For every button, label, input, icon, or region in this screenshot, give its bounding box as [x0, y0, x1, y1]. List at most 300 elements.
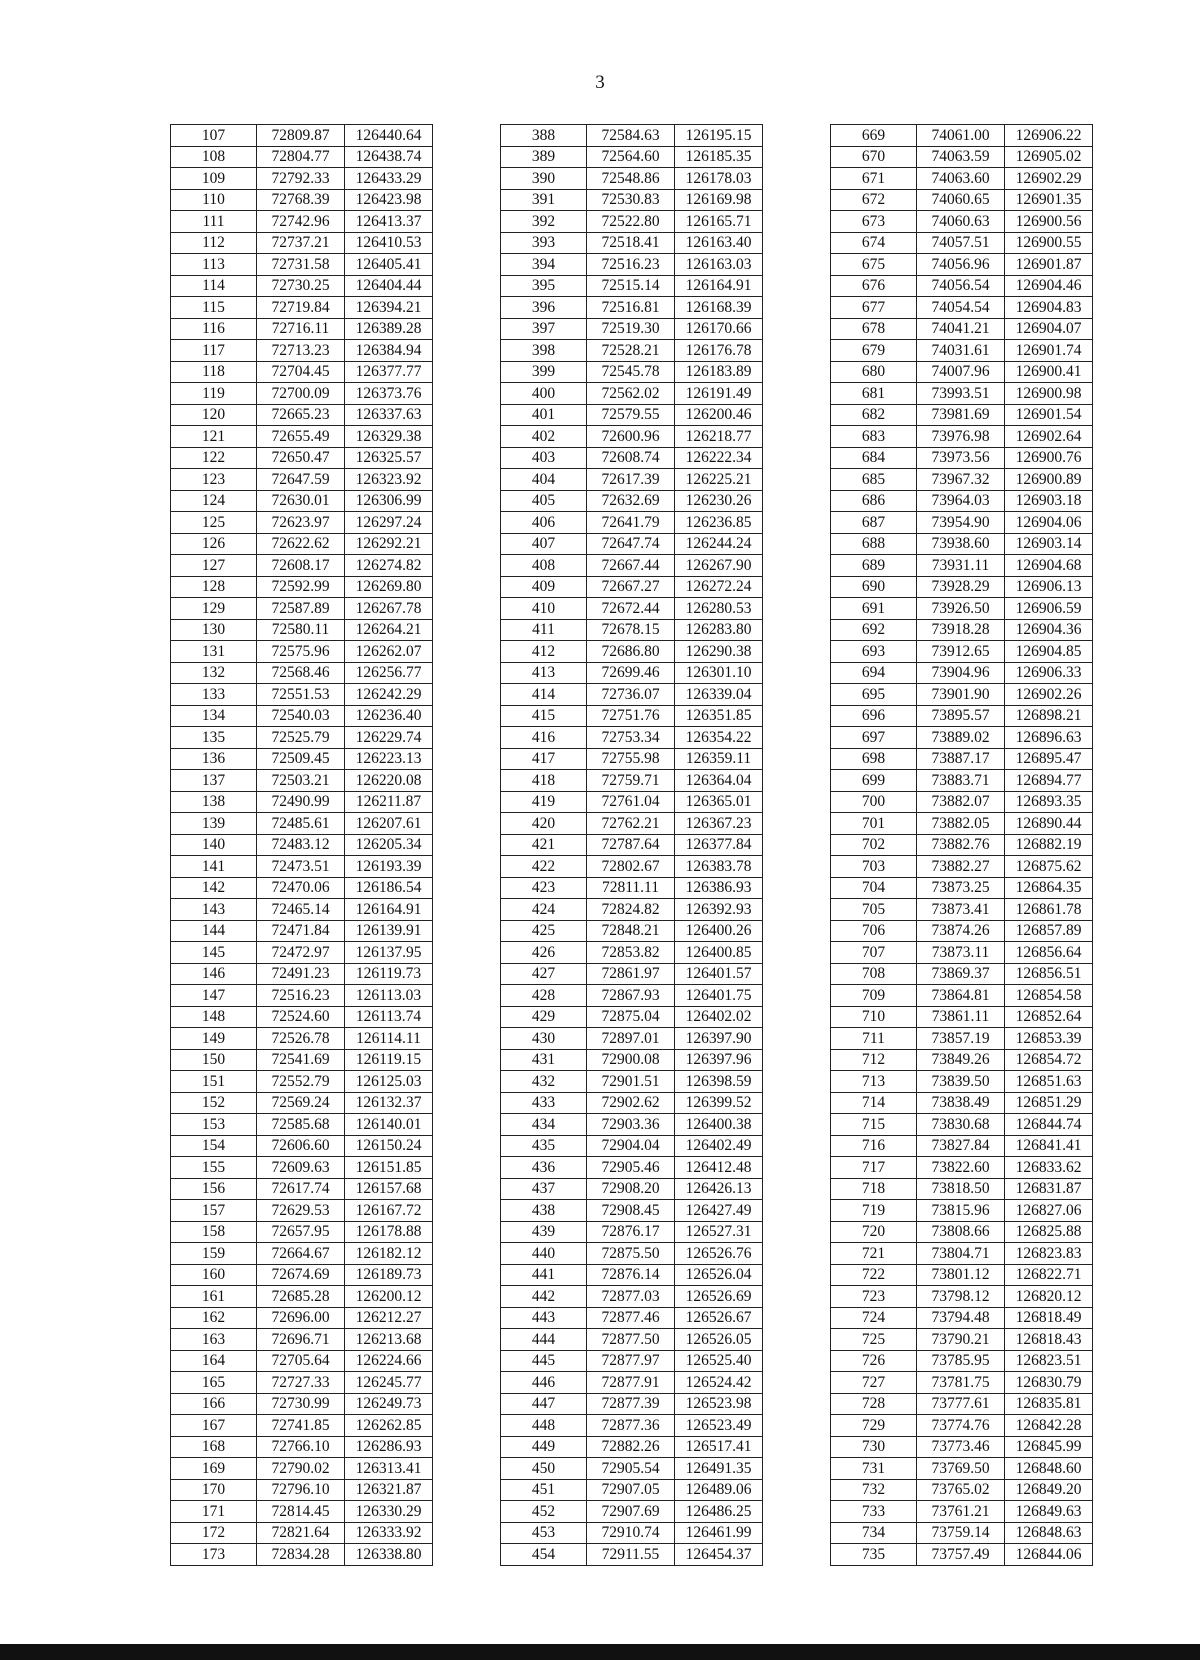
y-coordinate-cell: 126904.83: [1005, 297, 1093, 319]
point-number-cell: 119: [171, 383, 257, 405]
table-row: [501, 1329, 763, 1351]
point-number-cell: 162: [171, 1307, 257, 1329]
y-coordinate-cell: 126906.59: [1005, 598, 1093, 620]
point-number-cell: 173: [171, 1544, 257, 1566]
x-coordinate-cell: 72664.67: [257, 1243, 345, 1265]
point-number-cell: 397: [501, 318, 587, 340]
x-coordinate-cell: 72632.69: [587, 490, 675, 512]
y-coordinate-cell: 126176.78: [675, 340, 763, 362]
x-coordinate-cell: 73882.05: [917, 813, 1005, 835]
x-coordinate-cell: 73790.21: [917, 1329, 1005, 1351]
table-row: [501, 1286, 763, 1308]
y-coordinate-cell: 126245.77: [345, 1372, 433, 1394]
y-coordinate-cell: 126325.57: [345, 447, 433, 469]
point-number-cell: 674: [831, 232, 917, 254]
point-number-cell: 415: [501, 705, 587, 727]
point-number-cell: 172: [171, 1522, 257, 1544]
point-number-cell: 114: [171, 275, 257, 297]
table-row: [171, 318, 433, 340]
table-row: [171, 1415, 433, 1437]
table-row: [831, 1436, 1093, 1458]
point-number-cell: 418: [501, 770, 587, 792]
point-number-cell: 450: [501, 1458, 587, 1480]
point-number-cell: 434: [501, 1114, 587, 1136]
table-row: [501, 727, 763, 749]
y-coordinate-cell: 126125.03: [345, 1071, 433, 1093]
table-row: [501, 598, 763, 620]
table-row: [501, 1264, 763, 1286]
y-coordinate-cell: 126236.40: [345, 705, 433, 727]
table-row: [501, 1114, 763, 1136]
point-number-cell: 443: [501, 1307, 587, 1329]
x-coordinate-cell: 72904.04: [587, 1135, 675, 1157]
table-row: [501, 533, 763, 555]
y-coordinate-cell: 126140.01: [345, 1114, 433, 1136]
table-row: [501, 1307, 763, 1329]
table-row: [171, 1200, 433, 1222]
y-coordinate-cell: 126193.39: [345, 856, 433, 878]
table-row: [171, 705, 433, 727]
table-row: [171, 383, 433, 405]
x-coordinate-cell: 73981.69: [917, 404, 1005, 426]
point-number-cell: 427: [501, 963, 587, 985]
table-row: [831, 856, 1093, 878]
point-number-cell: 412: [501, 641, 587, 663]
x-coordinate-cell: 72575.96: [257, 641, 345, 663]
table-row: [831, 834, 1093, 856]
table-row: [501, 791, 763, 813]
table-row: [501, 1479, 763, 1501]
table-row: [501, 469, 763, 491]
point-number-cell: 730: [831, 1436, 917, 1458]
x-coordinate-cell: 72908.45: [587, 1200, 675, 1222]
x-coordinate-cell: 73773.46: [917, 1436, 1005, 1458]
point-number-cell: 171: [171, 1501, 257, 1523]
point-number-cell: 123: [171, 469, 257, 491]
table-row: [171, 813, 433, 835]
point-number-cell: 416: [501, 727, 587, 749]
x-coordinate-cell: 74031.61: [917, 340, 1005, 362]
point-number-cell: 727: [831, 1372, 917, 1394]
x-coordinate-cell: 73873.41: [917, 899, 1005, 921]
x-coordinate-cell: 72522.80: [587, 211, 675, 233]
y-coordinate-cell: 126900.56: [1005, 211, 1093, 233]
y-coordinate-cell: 126394.21: [345, 297, 433, 319]
y-coordinate-cell: 126178.03: [675, 168, 763, 190]
x-coordinate-cell: 73954.90: [917, 512, 1005, 534]
point-number-cell: 689: [831, 555, 917, 577]
table-row: [831, 1393, 1093, 1415]
y-coordinate-cell: 126905.02: [1005, 146, 1093, 168]
x-coordinate-cell: 72848.21: [587, 920, 675, 942]
point-number-cell: 396: [501, 297, 587, 319]
table-row: [831, 146, 1093, 168]
y-coordinate-cell: 126903.14: [1005, 533, 1093, 555]
table-row: [831, 1522, 1093, 1544]
point-number-cell: 715: [831, 1114, 917, 1136]
x-coordinate-cell: 72650.47: [257, 447, 345, 469]
table-row: [831, 361, 1093, 383]
table-row: [831, 1200, 1093, 1222]
point-number-cell: 726: [831, 1350, 917, 1372]
y-coordinate-cell: 126384.94: [345, 340, 433, 362]
y-coordinate-cell: 126900.89: [1005, 469, 1093, 491]
point-number-cell: 670: [831, 146, 917, 168]
x-coordinate-cell: 72623.97: [257, 512, 345, 534]
table-row: [171, 942, 433, 964]
y-coordinate-cell: 126423.98: [345, 189, 433, 211]
y-coordinate-cell: 126170.66: [675, 318, 763, 340]
y-coordinate-cell: 126383.78: [675, 856, 763, 878]
point-number-cell: 136: [171, 748, 257, 770]
x-coordinate-cell: 74063.60: [917, 168, 1005, 190]
y-coordinate-cell: 126848.63: [1005, 1522, 1093, 1544]
x-coordinate-cell: 72524.60: [257, 1006, 345, 1028]
page-number: 3: [595, 72, 605, 93]
table-row: [501, 1071, 763, 1093]
point-number-cell: 678: [831, 318, 917, 340]
x-coordinate-cell: 73839.50: [917, 1071, 1005, 1093]
x-coordinate-cell: 72910.74: [587, 1522, 675, 1544]
x-coordinate-cell: 72465.14: [257, 899, 345, 921]
point-number-cell: 124: [171, 490, 257, 512]
y-coordinate-cell: 126224.66: [345, 1350, 433, 1372]
y-coordinate-cell: 126903.18: [1005, 490, 1093, 512]
y-coordinate-cell: 126844.06: [1005, 1544, 1093, 1566]
point-number-cell: 447: [501, 1393, 587, 1415]
table-row: [501, 297, 763, 319]
x-coordinate-cell: 72592.99: [257, 576, 345, 598]
point-number-cell: 428: [501, 985, 587, 1007]
point-number-cell: 709: [831, 985, 917, 1007]
x-coordinate-cell: 72902.62: [587, 1092, 675, 1114]
y-coordinate-cell: 126856.64: [1005, 942, 1093, 964]
y-coordinate-cell: 126373.76: [345, 383, 433, 405]
point-number-cell: 113: [171, 254, 257, 276]
point-number-cell: 719: [831, 1200, 917, 1222]
table-row: [171, 1092, 433, 1114]
x-coordinate-cell: 74056.96: [917, 254, 1005, 276]
x-coordinate-cell: 72802.67: [587, 856, 675, 878]
y-coordinate-cell: 126290.38: [675, 641, 763, 663]
table-row: [501, 1157, 763, 1179]
x-coordinate-cell: 72897.01: [587, 1028, 675, 1050]
y-coordinate-cell: 126830.79: [1005, 1372, 1093, 1394]
x-coordinate-cell: 72600.96: [587, 426, 675, 448]
point-number-cell: 109: [171, 168, 257, 190]
point-number-cell: 436: [501, 1157, 587, 1179]
x-coordinate-cell: 72759.71: [587, 770, 675, 792]
y-coordinate-cell: 126902.26: [1005, 684, 1093, 706]
table-row: [501, 1393, 763, 1415]
table-row: [831, 1221, 1093, 1243]
y-coordinate-cell: 126218.77: [675, 426, 763, 448]
point-number-cell: 390: [501, 168, 587, 190]
y-coordinate-cell: 126398.59: [675, 1071, 763, 1093]
point-number-cell: 169: [171, 1458, 257, 1480]
table-row: [171, 490, 433, 512]
x-coordinate-cell: 72719.84: [257, 297, 345, 319]
x-coordinate-cell: 74007.96: [917, 361, 1005, 383]
y-coordinate-cell: 126262.85: [345, 1415, 433, 1437]
point-number-cell: 725: [831, 1329, 917, 1351]
table-row: [501, 404, 763, 426]
x-coordinate-cell: 72491.23: [257, 963, 345, 985]
point-number-cell: 426: [501, 942, 587, 964]
point-number-cell: 734: [831, 1522, 917, 1544]
table-row: [171, 275, 433, 297]
table-row: [171, 1071, 433, 1093]
point-number-cell: 423: [501, 877, 587, 899]
scan-edge-bar: [0, 1644, 1200, 1660]
table-row: [501, 877, 763, 899]
table-row: [501, 1006, 763, 1028]
table-row: [501, 512, 763, 534]
y-coordinate-cell: 126461.99: [675, 1522, 763, 1544]
y-coordinate-cell: 126114.11: [345, 1028, 433, 1050]
x-coordinate-cell: 72667.27: [587, 576, 675, 598]
x-coordinate-cell: 73794.48: [917, 1307, 1005, 1329]
x-coordinate-cell: 72472.97: [257, 942, 345, 964]
x-coordinate-cell: 73918.28: [917, 619, 1005, 641]
x-coordinate-cell: 73765.02: [917, 1479, 1005, 1501]
x-coordinate-cell: 72696.71: [257, 1329, 345, 1351]
table-row: [831, 662, 1093, 684]
y-coordinate-cell: 126845.99: [1005, 1436, 1093, 1458]
table-row: [171, 1049, 433, 1071]
point-number-cell: 712: [831, 1049, 917, 1071]
x-coordinate-cell: 73785.95: [917, 1350, 1005, 1372]
x-coordinate-cell: 72804.77: [257, 146, 345, 168]
table-row: [501, 1221, 763, 1243]
point-number-cell: 157: [171, 1200, 257, 1222]
y-coordinate-cell: 126524.42: [675, 1372, 763, 1394]
point-number-cell: 446: [501, 1372, 587, 1394]
x-coordinate-cell: 74063.59: [917, 146, 1005, 168]
y-coordinate-cell: 126267.90: [675, 555, 763, 577]
table-row: [501, 684, 763, 706]
x-coordinate-cell: 72875.50: [587, 1243, 675, 1265]
x-coordinate-cell: 72741.85: [257, 1415, 345, 1437]
y-coordinate-cell: 126242.29: [345, 684, 433, 706]
x-coordinate-cell: 74054.54: [917, 297, 1005, 319]
table-row: [831, 447, 1093, 469]
point-number-cell: 151: [171, 1071, 257, 1093]
table-row: [171, 555, 433, 577]
point-number-cell: 714: [831, 1092, 917, 1114]
x-coordinate-cell: 73882.07: [917, 791, 1005, 813]
y-coordinate-cell: 126489.06: [675, 1479, 763, 1501]
point-number-cell: 170: [171, 1479, 257, 1501]
y-coordinate-cell: 126404.44: [345, 275, 433, 297]
x-coordinate-cell: 72685.28: [257, 1286, 345, 1308]
y-coordinate-cell: 126367.23: [675, 813, 763, 835]
table-row: [831, 641, 1093, 663]
point-number-cell: 161: [171, 1286, 257, 1308]
point-number-cell: 424: [501, 899, 587, 921]
table-row: [501, 662, 763, 684]
table-row: [831, 684, 1093, 706]
point-number-cell: 716: [831, 1135, 917, 1157]
x-coordinate-cell: 72877.97: [587, 1350, 675, 1372]
point-number-cell: 690: [831, 576, 917, 598]
y-coordinate-cell: 126900.41: [1005, 361, 1093, 383]
y-coordinate-cell: 126377.84: [675, 834, 763, 856]
point-number-cell: 127: [171, 555, 257, 577]
point-number-cell: 419: [501, 791, 587, 813]
x-coordinate-cell: 72905.46: [587, 1157, 675, 1179]
x-coordinate-cell: 73798.12: [917, 1286, 1005, 1308]
point-number-cell: 705: [831, 899, 917, 921]
y-coordinate-cell: 126399.52: [675, 1092, 763, 1114]
y-coordinate-cell: 126157.68: [345, 1178, 433, 1200]
table-row: [501, 1350, 763, 1372]
table-row: [501, 211, 763, 233]
x-coordinate-cell: 72551.53: [257, 684, 345, 706]
x-coordinate-cell: 72796.10: [257, 1479, 345, 1501]
table-row: [831, 1114, 1093, 1136]
table-row: [501, 1436, 763, 1458]
y-coordinate-cell: 126440.64: [345, 125, 433, 147]
table-row: [831, 1501, 1093, 1523]
y-coordinate-cell: 126189.73: [345, 1264, 433, 1286]
table-row: [171, 1286, 433, 1308]
table-row: [831, 426, 1093, 448]
y-coordinate-cell: 126454.37: [675, 1544, 763, 1566]
x-coordinate-cell: 72568.46: [257, 662, 345, 684]
x-coordinate-cell: 72787.64: [587, 834, 675, 856]
x-coordinate-cell: 73873.11: [917, 942, 1005, 964]
x-coordinate-cell: 72657.95: [257, 1221, 345, 1243]
point-number-cell: 681: [831, 383, 917, 405]
table-row: [501, 125, 763, 147]
point-number-cell: 155: [171, 1157, 257, 1179]
point-number-cell: 673: [831, 211, 917, 233]
y-coordinate-cell: 126351.85: [675, 705, 763, 727]
point-number-cell: 393: [501, 232, 587, 254]
x-coordinate-cell: 72742.96: [257, 211, 345, 233]
y-coordinate-cell: 126901.35: [1005, 189, 1093, 211]
point-number-cell: 152: [171, 1092, 257, 1114]
point-number-cell: 686: [831, 490, 917, 512]
x-coordinate-cell: 72853.82: [587, 942, 675, 964]
x-coordinate-cell: 73757.49: [917, 1544, 1005, 1566]
x-coordinate-cell: 73830.68: [917, 1114, 1005, 1136]
point-number-cell: 435: [501, 1135, 587, 1157]
x-coordinate-cell: 72704.45: [257, 361, 345, 383]
point-number-cell: 389: [501, 146, 587, 168]
table-row: [831, 1049, 1093, 1071]
x-coordinate-cell: 73769.50: [917, 1458, 1005, 1480]
point-number-cell: 688: [831, 533, 917, 555]
table-row: [831, 1307, 1093, 1329]
x-coordinate-cell: 73904.96: [917, 662, 1005, 684]
y-coordinate-cell: 126223.13: [345, 748, 433, 770]
point-number-cell: 107: [171, 125, 257, 147]
table-row: [171, 168, 433, 190]
table-row: [501, 232, 763, 254]
point-number-cell: 700: [831, 791, 917, 813]
table-row: [831, 275, 1093, 297]
x-coordinate-cell: 72700.09: [257, 383, 345, 405]
y-coordinate-cell: 126902.29: [1005, 168, 1093, 190]
x-coordinate-cell: 73993.51: [917, 383, 1005, 405]
y-coordinate-cell: 126875.62: [1005, 856, 1093, 878]
y-coordinate-cell: 126338.80: [345, 1544, 433, 1566]
y-coordinate-cell: 126525.40: [675, 1350, 763, 1372]
point-number-cell: 156: [171, 1178, 257, 1200]
x-coordinate-cell: 73822.60: [917, 1157, 1005, 1179]
table-row: [501, 1049, 763, 1071]
point-number-cell: 116: [171, 318, 257, 340]
point-number-cell: 128: [171, 576, 257, 598]
point-number-cell: 154: [171, 1135, 257, 1157]
table-row: [171, 684, 433, 706]
table-row: [171, 469, 433, 491]
x-coordinate-cell: 72518.41: [587, 232, 675, 254]
y-coordinate-cell: 126433.29: [345, 168, 433, 190]
x-coordinate-cell: 73912.65: [917, 641, 1005, 663]
x-coordinate-cell: 73926.50: [917, 598, 1005, 620]
x-coordinate-cell: 72686.80: [587, 641, 675, 663]
x-coordinate-cell: 73928.29: [917, 576, 1005, 598]
point-number-cell: 693: [831, 641, 917, 663]
point-number-cell: 724: [831, 1307, 917, 1329]
x-coordinate-cell: 72562.02: [587, 383, 675, 405]
point-number-cell: 394: [501, 254, 587, 276]
point-number-cell: 148: [171, 1006, 257, 1028]
x-coordinate-cell: 73838.49: [917, 1092, 1005, 1114]
y-coordinate-cell: 126191.49: [675, 383, 763, 405]
point-number-cell: 695: [831, 684, 917, 706]
point-number-cell: 144: [171, 920, 257, 942]
point-number-cell: 413: [501, 662, 587, 684]
point-number-cell: 147: [171, 985, 257, 1007]
y-coordinate-cell: 126906.33: [1005, 662, 1093, 684]
y-coordinate-cell: 126182.12: [345, 1243, 433, 1265]
table-row: [171, 1522, 433, 1544]
y-coordinate-cell: 126894.77: [1005, 770, 1093, 792]
table-row: [831, 1135, 1093, 1157]
table-row: [501, 1135, 763, 1157]
y-coordinate-cell: 126400.85: [675, 942, 763, 964]
y-coordinate-cell: 126820.12: [1005, 1286, 1093, 1308]
y-coordinate-cell: 126901.74: [1005, 340, 1093, 362]
y-coordinate-cell: 126272.24: [675, 576, 763, 598]
y-coordinate-cell: 126410.53: [345, 232, 433, 254]
table-row: [171, 770, 433, 792]
point-number-cell: 440: [501, 1243, 587, 1265]
table-row: [831, 469, 1093, 491]
x-coordinate-cell: 72667.44: [587, 555, 675, 577]
table-row: [501, 1372, 763, 1394]
y-coordinate-cell: 126895.47: [1005, 748, 1093, 770]
y-coordinate-cell: 126401.57: [675, 963, 763, 985]
y-coordinate-cell: 126137.95: [345, 942, 433, 964]
y-coordinate-cell: 126236.85: [675, 512, 763, 534]
table-row: [831, 899, 1093, 921]
point-number-cell: 406: [501, 512, 587, 534]
y-coordinate-cell: 126405.41: [345, 254, 433, 276]
point-number-cell: 438: [501, 1200, 587, 1222]
x-coordinate-cell: 72762.21: [587, 813, 675, 835]
x-coordinate-cell: 72821.64: [257, 1522, 345, 1544]
y-coordinate-cell: 126323.92: [345, 469, 433, 491]
x-coordinate-cell: 73801.12: [917, 1264, 1005, 1286]
x-coordinate-cell: 73964.03: [917, 490, 1005, 512]
y-coordinate-cell: 126364.04: [675, 770, 763, 792]
table-row: [171, 791, 433, 813]
